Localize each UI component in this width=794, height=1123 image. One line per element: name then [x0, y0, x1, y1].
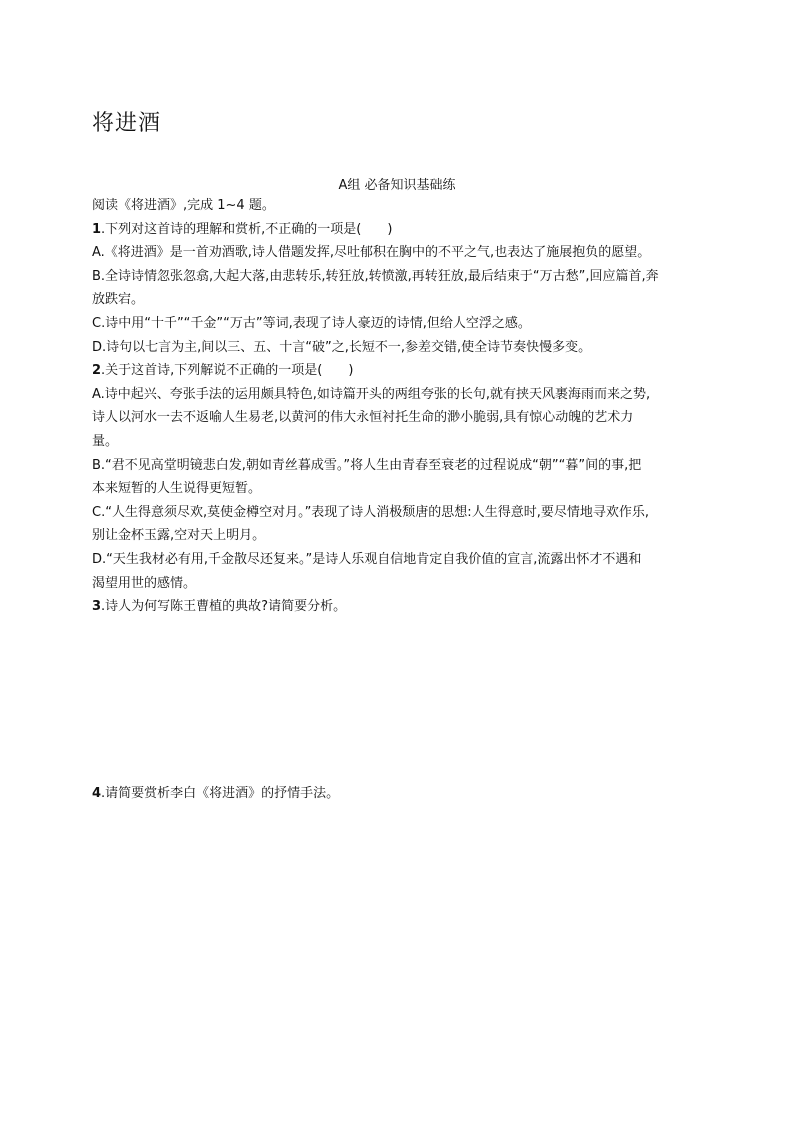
reading-instruction: 阅读《将进酒》,完成 1~4 题。: [92, 198, 275, 213]
option-1d: D.诗句以七言为主,间以三、五、十言“破”之,长短不一,参差交错,使全诗节奏快慢多变。: [92, 339, 592, 355]
option-1b: B.全诗诗情忽张忽翕,大起大落,由悲转乐,转狂放,转愤激,再转狂放,最后结束于“万古愁”,回应篇首,奔: [92, 268, 659, 284]
option-1c: C.诗中用“十千”“千金”“万古”等词,表现了诗人豪迈的诗情,但给人空浮之感。: [92, 315, 531, 331]
option-2a-continued: 诗人以河水一去不返喻人生易老,以黄河的伟大永恒衬托生命的渺小脆弱,具有惊心动魄的艺术力: [92, 410, 634, 426]
question-content: [92, 194, 702, 805]
question-number: 3: [92, 599, 102, 615]
question-2-stem: [92, 359, 702, 383]
answer-space: [92, 619, 702, 782]
question-3-stem: [92, 595, 702, 619]
option-2d-continued: 渴望用世的感情。: [92, 575, 197, 591]
question-text: .关于这首诗,下列解说不正确的一项是( ): [101, 363, 354, 379]
question-number: 2: [92, 363, 102, 379]
question-1-stem: [92, 218, 702, 242]
question-number: 4: [92, 785, 102, 801]
option-2a-continued: 量。: [92, 433, 119, 449]
option-2a: A.诗中起兴、夸张手法的运用颇具特色,如诗篇开头的两组夸张的长句,就有挟天风裹海雨而来之势,: [92, 386, 651, 402]
option-1a: A.《将进酒》是一首劝酒歌,诗人借题发挥,尽吐郁积在胸中的不平之气,也表达了施展抱负的愿望。: [92, 245, 651, 261]
option-2c-continued: 别让金杯玉露,空对天上明月。: [92, 528, 266, 544]
question-text: .请简要赏析李白《将进酒》的抒情手法。: [101, 785, 340, 801]
section-heading: A组 必备知识基础练: [338, 178, 456, 193]
option-2b: B.“君不见高堂明镜悲白发,朝如青丝暮成雪。”将人生由青春至衰老的过程说成“朝”“暮”间的事,把: [92, 457, 642, 473]
question-number: 1: [92, 221, 102, 237]
option-2b-continued: 本来短暂的人生说得更短暂。: [92, 481, 262, 497]
option-2c: C.“人生得意须尽欢,莫使金樽空对月。”表现了诗人消极颓唐的思想:人生得意时,要尽情地寻欢作乐,: [92, 504, 649, 520]
option-1b-continued: 放跌宕。: [92, 292, 145, 308]
question-text: .下列对这首诗的理解和赏析,不正确的一项是( ): [101, 221, 393, 237]
option-2d: D.“天生我材必有用,千金散尽还复来。”是诗人乐观自信地肯定自我价值的宣言,流露出怀才不遇和: [92, 551, 642, 567]
question-text: .诗人为何写陈王曹植的典故?请简要分析。: [101, 599, 347, 615]
question-4-stem: [92, 782, 702, 806]
page-title: 将进酒: [92, 111, 162, 136]
